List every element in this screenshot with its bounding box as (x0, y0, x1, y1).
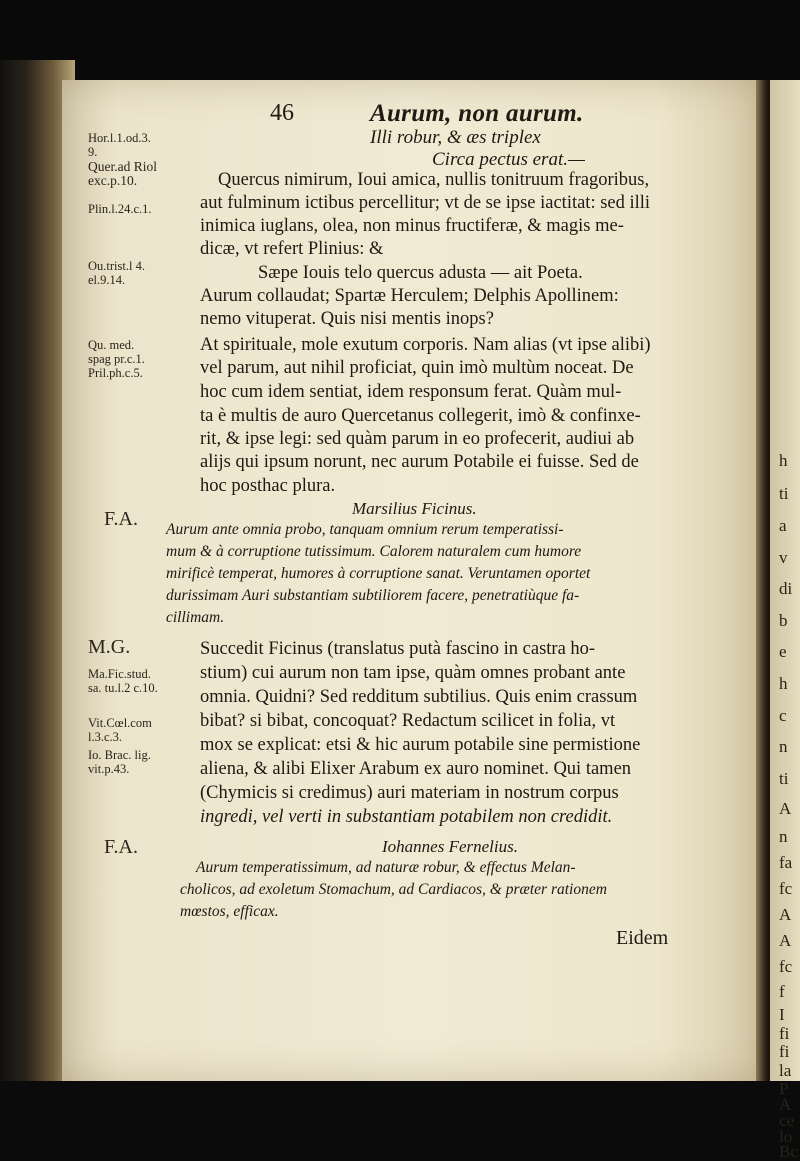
text-line: inimica iuglans, olea, non minus fructiferæ, & magis me- (200, 216, 624, 236)
verse-line: Illi robur, & æs triplex (370, 127, 541, 148)
next-page-fragment: h (779, 451, 788, 470)
next-page-fragment: A (779, 799, 792, 818)
quote-line: cillimam. (166, 609, 225, 626)
margin-note: Ma.Fic.stud. sa. tu.l.2 c.10. (88, 667, 158, 695)
next-page-fragment: ti (779, 769, 789, 788)
verse-line: Circa pectus erat.— (432, 149, 585, 170)
text-line: bibat? si bibat, concoquat? Redactum scilicet in folia, vt (200, 711, 616, 731)
text-line: Succedit Ficinus (translatus putà fascino in castra ho- (200, 639, 596, 659)
quote-line: Aurum ante omnia probo, tanquam omnium rerum temperatissi- (166, 521, 564, 538)
next-page-fragment: lo (779, 1127, 793, 1146)
text-line: Quercus nimirum, Ioui amica, nullis tonitruum fragoribus, (218, 170, 650, 190)
next-page-fragment: A (779, 931, 792, 950)
next-page-fragment: ce (779, 1111, 795, 1130)
margin-note-fa: F.A. (104, 508, 138, 530)
next-page-fragment: fi (779, 1042, 790, 1061)
margin-note: Hor.l.1.od.3. (88, 131, 151, 145)
text-line: omnia. Quidni? Sed redditum subtilius. Quis enim crassum (200, 687, 638, 707)
quote-line: cholicos, ad exoletum Stomachum, ad Cardiacos, & præter rationem (180, 881, 607, 898)
next-page-fragment: e (779, 642, 787, 661)
next-page-fragment: fc (779, 957, 793, 976)
text-line: nemo vituperat. Quis nisi mentis inops? (200, 309, 494, 329)
text-line: vel parum, aut nihil proficiat, quin imò multùm noceat. De (200, 358, 634, 378)
text-line: Sæpe Iouis telo quercus adusta — ait Poeta. (258, 263, 583, 283)
text-line: alijs qui ipsum norunt, nec aurum Potabile ei fuisse. Sed de (200, 452, 639, 472)
next-page-fragment: Bc (779, 1142, 798, 1161)
next-page-fragment: fa (779, 853, 793, 872)
text-line: aut fulminum ictibus percellitur; vt de se ipse iactitat: sed illi (200, 193, 651, 213)
quote-line: mum & à corruptione tutissimum. Calorem naturalem cum humore (166, 543, 582, 560)
text-line: hoc cum idem sentiat, idem responsum ferat. Quàm mul- (200, 382, 622, 402)
author-heading: Iohannes Fernelius. (382, 837, 518, 856)
margin-note: Ou.trist.l 4. el.9.14. (88, 259, 145, 287)
next-page-fragment: h (779, 674, 788, 693)
next-page-fragment: n (779, 827, 788, 846)
next-page-fragment: v (779, 548, 788, 567)
margin-note-fa: F.A. (104, 836, 138, 858)
next-page-fragment: n (779, 737, 788, 756)
next-page-fragment: la (779, 1061, 792, 1080)
next-page-edge (770, 80, 800, 1161)
next-page-fragment: b (779, 611, 788, 630)
margin-note-mg: M.G. (88, 636, 131, 658)
next-page-fragment: ti (779, 484, 789, 503)
next-page-fragment: c (779, 706, 787, 725)
next-page-fragment: A (779, 905, 792, 924)
next-page-fragment: I (779, 1005, 785, 1024)
running-head: Aurum, non aurum. (370, 100, 584, 127)
text-line: Aurum collaudat; Spartæ Herculem; Delphis Apollinem: (200, 286, 619, 306)
next-page-fragment: f (779, 982, 785, 1001)
next-page-fragment: P (779, 1079, 789, 1098)
quote-line: mirificè temperat, humores à corruptione sanat. Veruntamen oportet (166, 565, 591, 582)
next-page-fragment: a (779, 516, 787, 535)
text-line: ingredi, vel verti in substantiam potabilem non credidit. (200, 807, 613, 827)
next-page-fragment: fc (779, 879, 793, 898)
next-page-fragment: fi (779, 1024, 790, 1043)
quote-line: Aurum temperatissimum, ad naturæ robur, & effectus Melan- (196, 859, 576, 876)
text-line: ta è multis de auro Quercetanus collegerit, imò & confinxe- (200, 406, 641, 426)
quote-line: mœstos, efficax. (180, 903, 279, 920)
text-line: dicæ, vt refert Plinius: & (200, 239, 384, 259)
text-line: mox se explicat: etsi & hic aurum potabile sine permistione (200, 735, 641, 755)
text-line: hoc posthac plura. (200, 476, 336, 496)
text-line: At spirituale, mole exutum corporis. Nam alias (vt ipse alibi) (200, 335, 651, 355)
next-page-fragment: di (779, 579, 793, 598)
margin-note: Plin.l.24.c.1. (88, 202, 152, 216)
top-background (0, 0, 800, 82)
text-line: stium) cui aurum non tam ipse, quàm omnes probant ante (200, 663, 626, 683)
author-heading: Marsilius Ficinus. (352, 499, 477, 518)
next-page-fragment: A (779, 1095, 792, 1114)
quote-line: durissimam Auri substantiam subtiliorem facere, penetratiùque fa- (166, 587, 580, 604)
catchword: Eidem (616, 927, 669, 949)
margin-note: Qu. med. spag pr.c.1. Pril.ph.c.5. (88, 338, 145, 380)
margin-note: Io. Brac. lig. vit.p.43. (88, 748, 151, 776)
text-line: aliena, & alibi Elixer Arabum ex auro nominet. Qui tamen (200, 759, 632, 779)
margin-note: Vit.Cœl.com l.3.c.3. (88, 716, 152, 744)
text-line: rit, & ipse legi: sed quàm parum in eo profecerit, audiui ab (200, 429, 635, 449)
margin-note: 9. (88, 145, 98, 159)
text-line: (Chymicis si credimus) auri materiam in nostrum corpus (200, 783, 619, 803)
page-number: 46 (270, 100, 294, 126)
margin-note: Quer.ad Riol exc.p.10. (88, 159, 157, 188)
